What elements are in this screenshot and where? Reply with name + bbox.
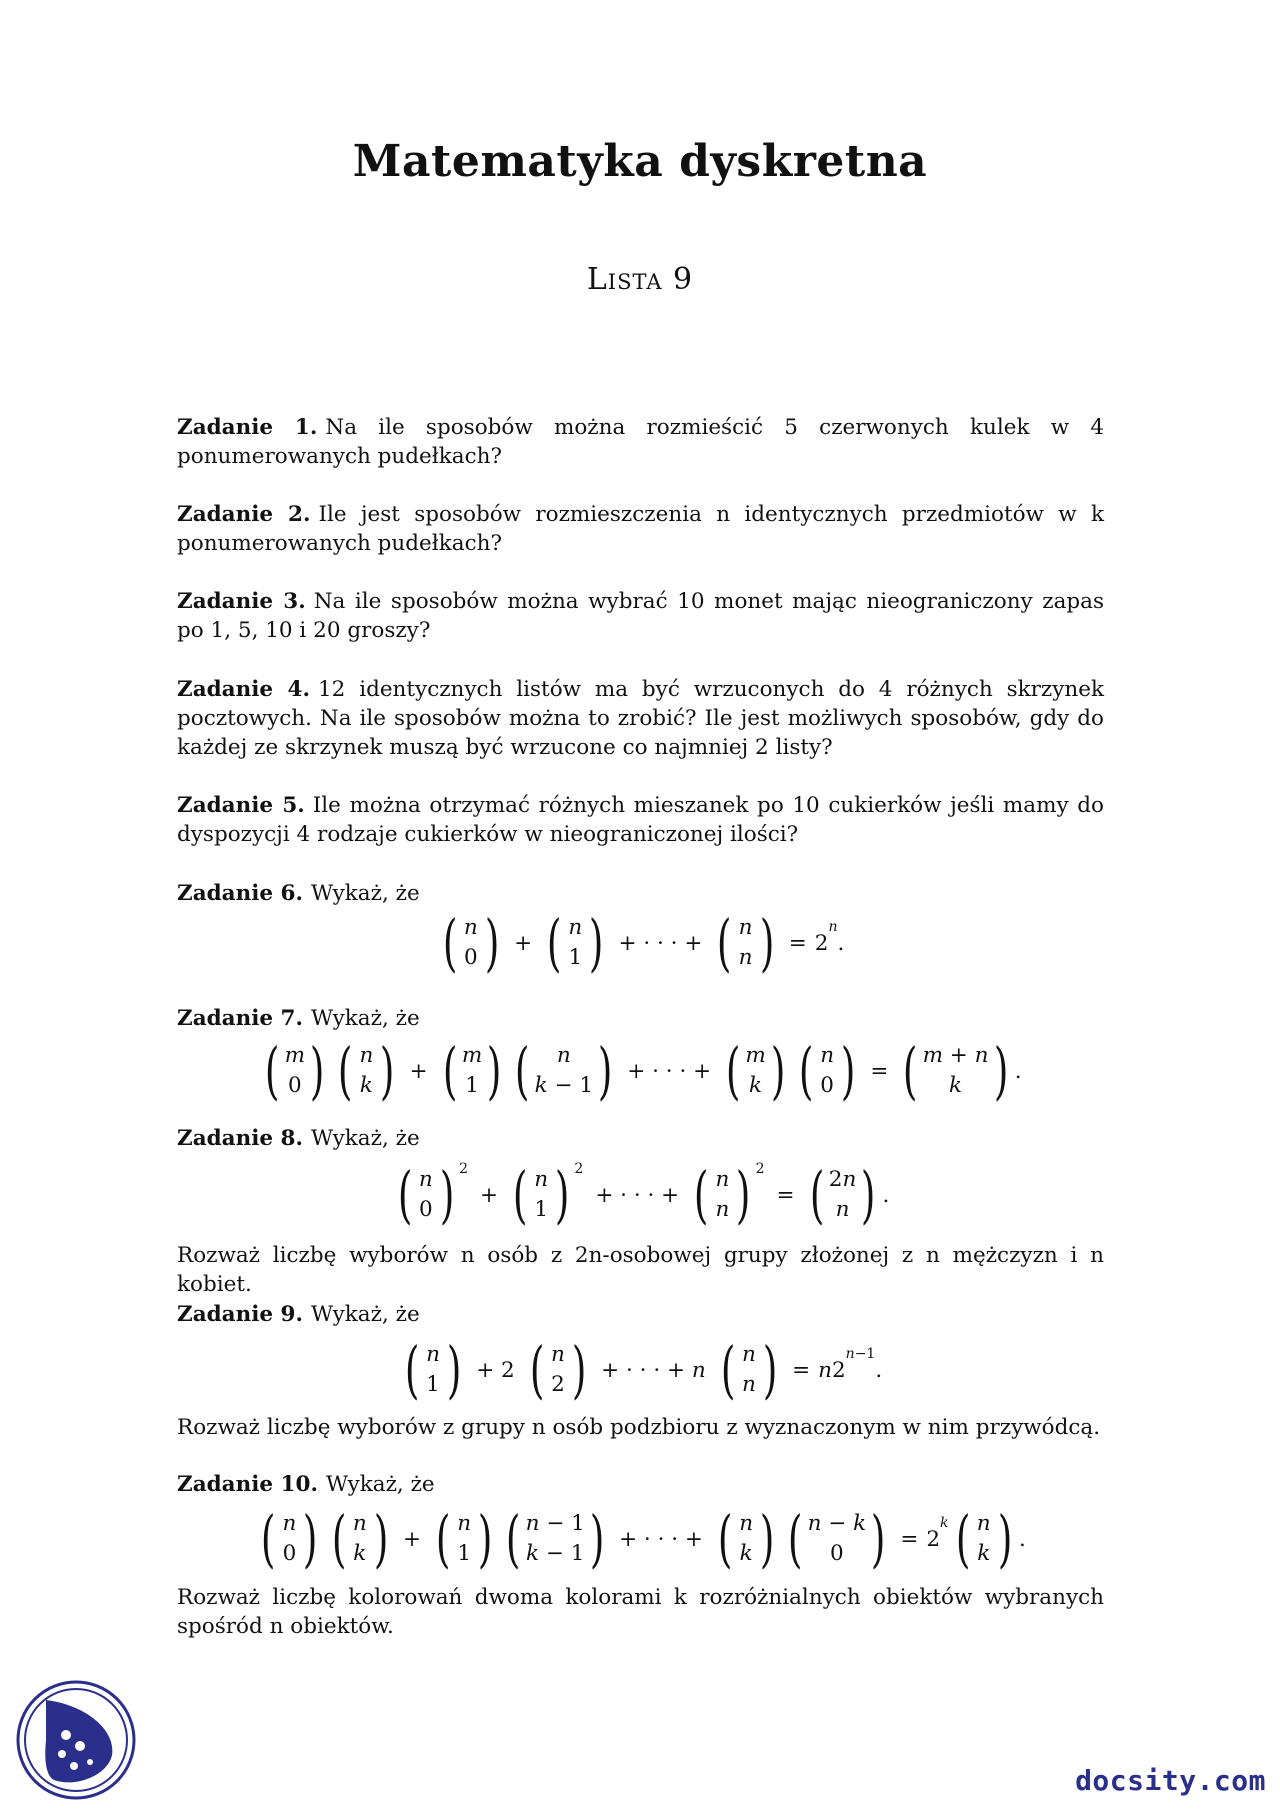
task-label: Zadanie 8. [177, 1126, 303, 1151]
task-6 [177, 879, 1104, 908]
task-text: Wykaż, że [311, 1126, 420, 1151]
page-subtitle: Lista 9 [586, 262, 694, 297]
task-1 [177, 413, 1104, 471]
task-3 [177, 587, 1104, 645]
task-label: Zadanie 1. [177, 415, 318, 440]
formula-task-8: ( n 0 ) 2 + ( n 1 ) 2 + · · · + ( n n ) 2 = ( 2n n ) . [397, 1158, 890, 1231]
task-text: Wykaż, że [311, 1006, 420, 1031]
task-text: Ile można otrzymać różnych mieszanek po 10 cukierków jeśli mamy do dyspozycji 4 rodzaje cukierków w nieograniczonej ilości? [177, 793, 1104, 847]
task-text: Na ile sposobów można wybrać 10 monet mając nieograniczony zapas po 1, 5, 10 i 20 groszy? [177, 589, 1105, 643]
task-label: Zadanie 7. [177, 1006, 303, 1031]
task-4 [177, 675, 1104, 762]
formula-task-7: ( m 0 ) ( n k ) + ( m 1 ) ( n k − 1 ) + · · · + ( m k ) ( n 0 ) = ( m + n k ) . [265, 1034, 1022, 1107]
task-label: Zadanie 3. [177, 589, 306, 614]
formula-task-10: ( n 0 ) ( n k ) + ( n 1 ) ( n − 1 k − 1 ) + · · · + ( n k ) ( n − k 0 ) = 2$^k$ ( n k ) . [261, 1502, 1026, 1575]
task-text: Wykaż, że [325, 1472, 435, 1497]
task-text: Wykaż, że [311, 881, 420, 906]
page-title: Matematyka dyskretna [352, 136, 928, 187]
task-2 [177, 500, 1104, 558]
formula-task-9: ( n 1 ) + 2 ( n 2 ) + · · · + n ( n n ) = $n2^{n-1}$. [404, 1333, 883, 1406]
hint-task-9: Rozważ liczbę wyborów z grupy n osób podzbioru z wyznaczonym w nim przywódcą. [177, 1415, 1101, 1440]
task-8 [177, 1124, 1104, 1153]
task-label: Zadanie 5. [177, 793, 305, 818]
task-text: Na ile sposobów można rozmieścić 5 czerwonych kulek w 4 ponumerowanych pudełkach? [177, 415, 1104, 469]
task-5 [177, 791, 1104, 849]
task-label: Zadanie 2. [177, 502, 311, 527]
formula-task-6: ( n 0 ) + ( n 1 ) + · · · + ( n n ) = 2$^n$. [442, 906, 845, 979]
task-9 [177, 1300, 1104, 1329]
hint-task-10: Rozważ liczbę kolorowań dwoma kolorami k rozróżnialnych obiektów wybranych spośród n obiektów. [177, 1585, 1104, 1639]
hint-task-8: Rozważ liczbę wyborów n osób z 2n-osobowej grupy złożonej z n mężczyzn i n kobiet. [177, 1243, 1104, 1297]
docsity-wordmark[interactable]: docsity.com [1075, 1764, 1266, 1797]
task-label: Zadanie 4. [177, 677, 310, 702]
docsity-logo-icon[interactable] [16, 1680, 136, 1800]
task-label: Zadanie 9. [177, 1302, 303, 1327]
task-7 [177, 1004, 1104, 1033]
task-text: Wykaż, że [311, 1302, 420, 1327]
task-text: 12 identycznych listów ma być wrzuconych do 4 różnych skrzynek pocztowych. Na ile sposobów można to zrobić? Ile jest możliwych sposobów, gdy do każdej ze skrzynek muszą być wrzucone co najmniej 2 listy? [177, 677, 1104, 760]
task-label: Zadanie 10. [177, 1472, 318, 1497]
task-10 [177, 1470, 1104, 1499]
task-text: Ile jest sposobów rozmieszczenia n identycznych przedmiotów w k ponumerowanych pudełkach? [177, 502, 1104, 556]
task-label: Zadanie 6. [177, 881, 303, 906]
